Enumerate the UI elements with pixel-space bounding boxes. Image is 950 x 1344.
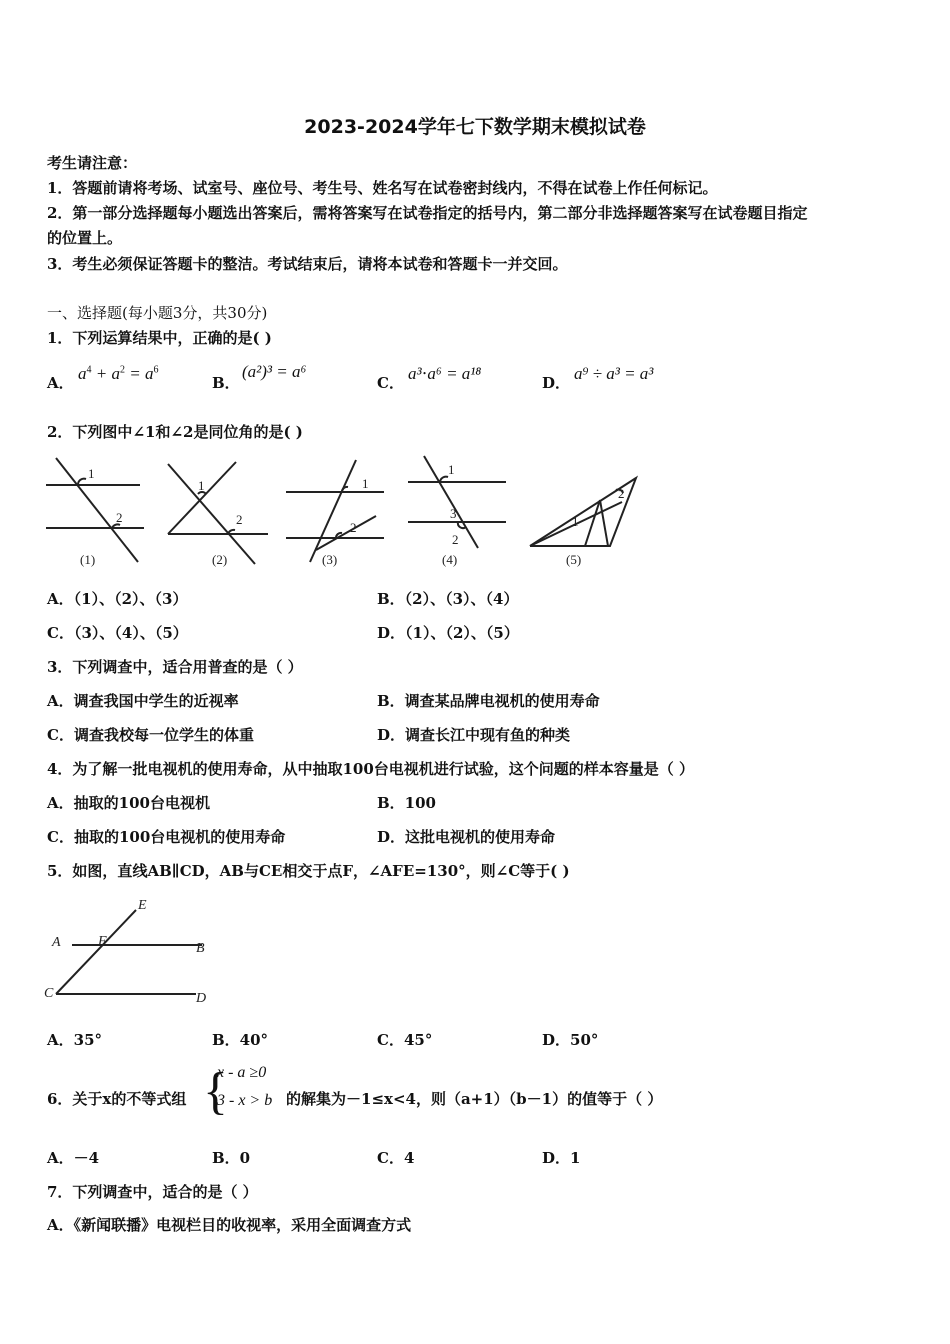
q4-option-a: A．抽取的100台电视机: [47, 794, 210, 812]
svg-text:2: 2: [116, 510, 123, 525]
q7-option-a: A．《新闻联播》电视栏目的收视率，采用全面调查方式: [47, 1216, 412, 1234]
svg-text:1: 1: [198, 478, 205, 493]
q1-option-c-expr: a³⋅a⁶ = a¹⁸: [408, 364, 482, 383]
q2-figure-1: [46, 458, 144, 562]
q6-option-c: C．4: [377, 1149, 415, 1167]
svg-text:2: 2: [618, 486, 625, 501]
q1-stem: 1．下列运算结果中，正确的是( ): [47, 329, 272, 347]
q2-option-b: B．（2）、（3）、（4）: [377, 590, 519, 608]
q2-option-a: A．（1）、（2）、（3）: [47, 590, 188, 608]
notice-heading: 考生请注意：: [47, 154, 138, 172]
q1-option-b-label: B．: [212, 374, 240, 392]
q5-point-c: C: [44, 986, 54, 1001]
q6-brace: {: [203, 1063, 228, 1120]
notice-item-1: 1．答题前请将考场、试室号、座位号、考生号、姓名写在试卷密封线内，不得在试卷上作任何标记。: [47, 179, 718, 197]
svg-text:2: 2: [350, 520, 357, 535]
q6-option-a: A．－4: [47, 1149, 100, 1167]
notice-item-2-cont: 的位置上。: [47, 229, 123, 247]
q6-system-line-2: 3 - x > b: [217, 1092, 273, 1109]
svg-text:1: 1: [572, 514, 579, 529]
q5-option-d: D．50°: [542, 1031, 599, 1049]
q1-option-d-label: D．: [542, 374, 571, 392]
notice-item-3: 3．考生必须保证答题卡的整洁。考试结束后，请将本试卷和答题卡一并交回。: [47, 255, 568, 273]
q6-stem-pre: 6．关于x的不等式组: [47, 1090, 187, 1108]
q3-option-a: A．调查我国中学生的近视率: [47, 692, 239, 710]
svg-text:1: 1: [448, 462, 455, 477]
q3-option-c: C．调查我校每一位学生的体重: [47, 726, 254, 744]
q2-figure-2: [168, 462, 268, 564]
q5-option-a: A．35°: [47, 1031, 103, 1049]
q1-option-c-label: C．: [377, 374, 404, 392]
q7-stem: 7．下列调查中，适合的是（ ）: [47, 1183, 258, 1201]
svg-text:3: 3: [450, 506, 457, 521]
q2-figure-1-label: (1): [80, 552, 96, 567]
q2-figure-2-label: (2): [212, 552, 228, 567]
q2-stem: 2．下列图中∠1和∠2是同位角的是( ): [47, 423, 303, 441]
q5-option-b: B．40°: [212, 1031, 269, 1049]
q2-figure-3: [286, 460, 384, 562]
section-heading: 一、选择题(每小题3分，共30分): [47, 304, 268, 322]
svg-text:2: 2: [236, 512, 243, 527]
q6-option-b: B．0: [212, 1149, 251, 1167]
notice-item-2: 2．第一部分选择题每小题选出答案后，需将答案写在试卷指定的括号内，第二部分非选择题答案写在试卷题目指定: [47, 204, 808, 222]
q1-option-a-expr: $a^4 + a^2 = a^6$: [78, 364, 159, 383]
q5-figure: [40, 893, 220, 1011]
q2-figure-4-label: (4): [442, 552, 458, 567]
q5-point-e: E: [138, 898, 147, 913]
page-title: 2023-2024学年七下数学期末模拟试卷: [304, 116, 646, 138]
q2-figure-5-label: (5): [566, 552, 582, 567]
q5-point-a: A: [52, 935, 61, 950]
q4-option-c: C．抽取的100台电视机的使用寿命: [47, 828, 286, 846]
q5-line-ce: [56, 910, 136, 994]
q3-option-d: D．调查长江中现有鱼的种类: [377, 726, 571, 744]
q1-option-d-expr: a⁹ ÷ a³ = a³: [574, 364, 654, 383]
q2-figures: [40, 452, 650, 572]
q4-stem: 4．为了解一批电视机的使用寿命，从中抽取100台电视机进行试验，这个问题的样本容量是（ ）: [47, 760, 694, 778]
q2-option-d: D．（1）、（2）、（5）: [377, 624, 519, 642]
q4-option-d: D．这批电视机的使用寿命: [377, 828, 556, 846]
q4-option-b: B．100: [377, 794, 436, 812]
q5-option-c: C．45°: [377, 1031, 433, 1049]
q5-point-f: F: [98, 934, 107, 949]
q1-option-a-label: A．: [47, 374, 74, 392]
q3-option-b: B．调查某品牌电视机的使用寿命: [377, 692, 600, 710]
q2-figure-3-label: (3): [322, 552, 338, 567]
svg-text:2: 2: [452, 532, 459, 547]
q6-system-line-1: x - a ≥0: [217, 1064, 267, 1081]
q2-option-c: C．（3）、（4）、（5）: [47, 624, 188, 642]
q3-stem: 3．下列调查中，适合用普查的是（ ）: [47, 658, 303, 676]
q6-stem-post: 的解集为－1≤x<4，则（a+1）（b－1）的值等于（ ）: [286, 1090, 663, 1108]
q1-option-b-expr: (a²)³ = a⁶: [242, 362, 307, 381]
svg-text:1: 1: [362, 476, 369, 491]
q6-option-d: D．1: [542, 1149, 581, 1167]
svg-text:1: 1: [88, 466, 95, 481]
q5-point-b: B: [196, 941, 205, 956]
q5-stem: 5．如图，直线AB∥CD，AB与CE相交于点F，∠AFE=130°，则∠C等于( ): [47, 862, 570, 880]
q5-point-d: D: [196, 991, 207, 1006]
